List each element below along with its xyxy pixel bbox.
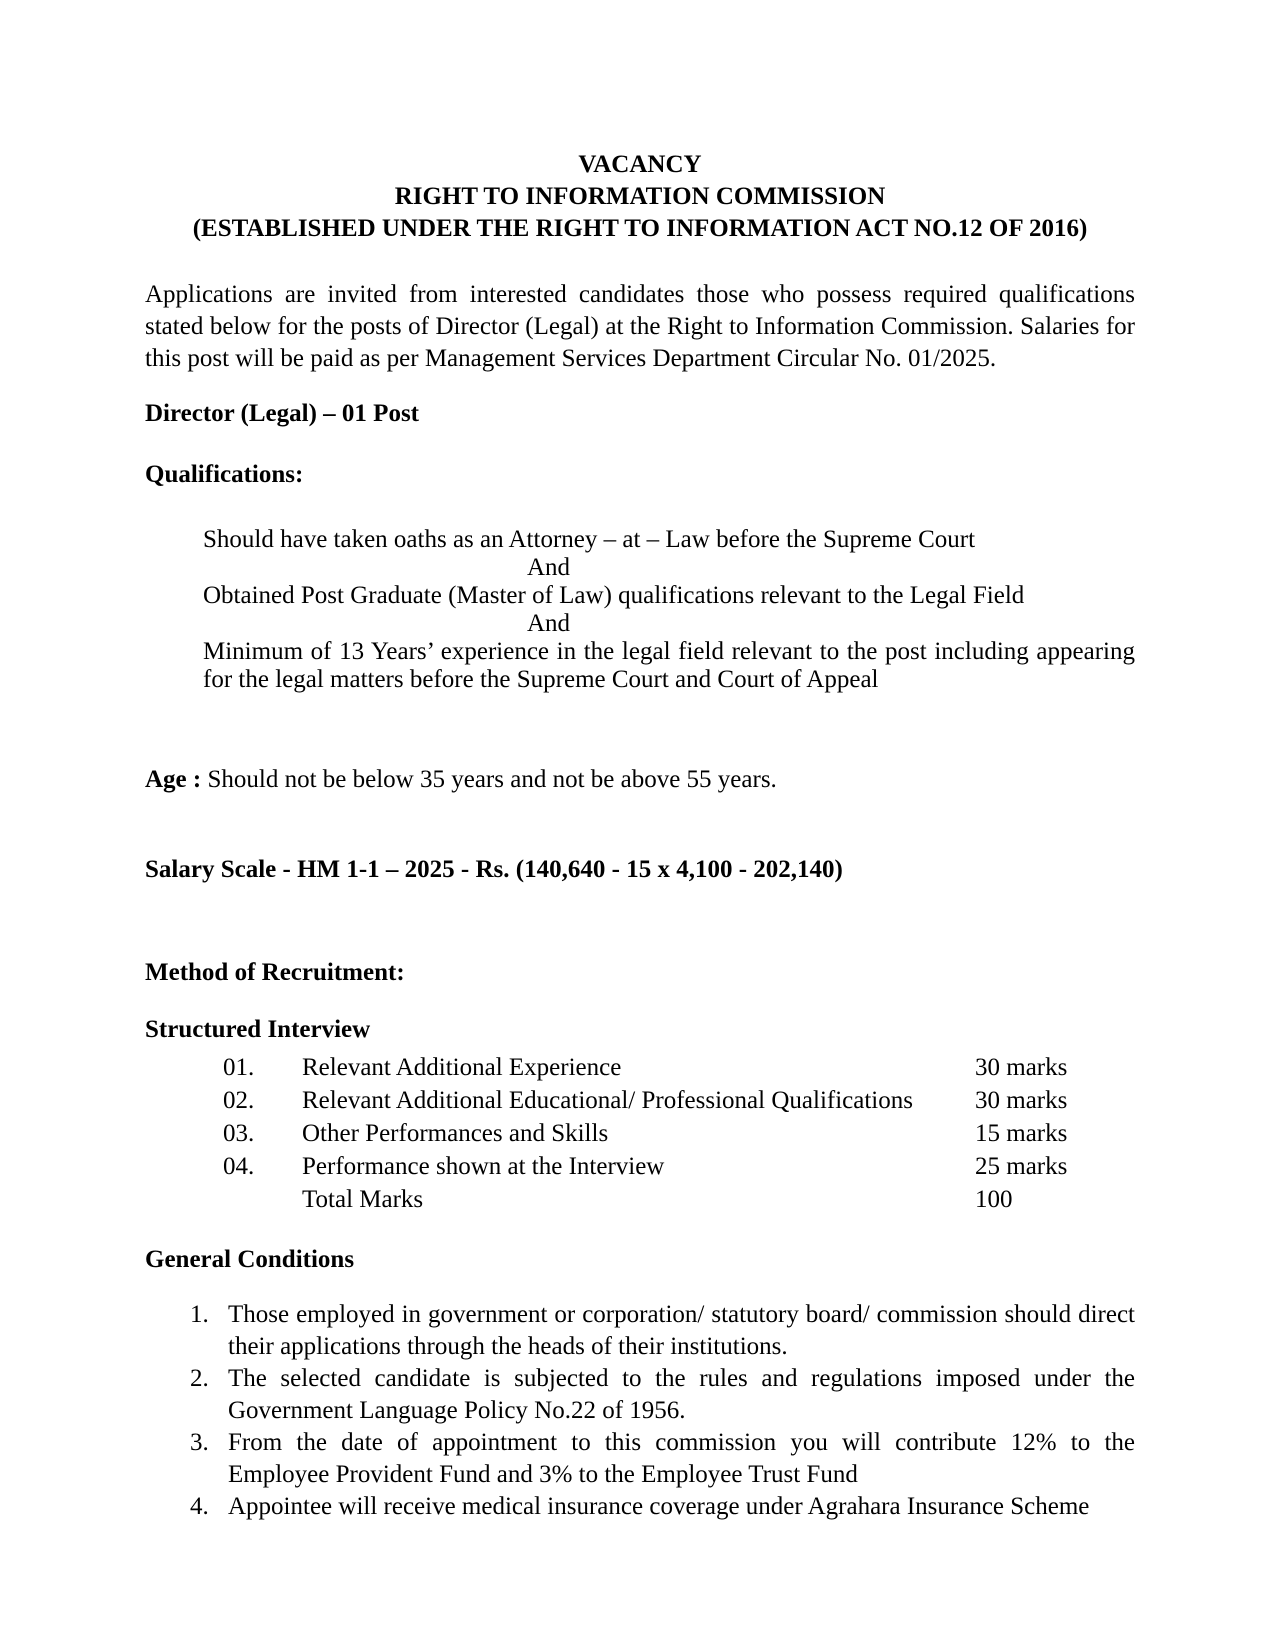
marks-row-number: 04.: [223, 1153, 255, 1180]
marks-row: [145, 1084, 1135, 1117]
doc-title-vacancy: VACANCY: [578, 151, 702, 178]
condition-number: 4.: [190, 1493, 209, 1520]
condition-text: Appointee will receive medical insurance coverage under Agrahara Insurance Scheme: [228, 1493, 1090, 1520]
general-condition-item: [145, 1491, 1135, 1523]
qualification-line: Obtained Post Graduate (Master of Law) qualifications relevant to the Legal Field: [203, 582, 1025, 609]
marks-row: [145, 1150, 1135, 1183]
marks-row-value: 25 marks: [975, 1153, 1068, 1180]
condition-text: Those employed in government or corporation/ statutory board/ commission should direct their applications through the heads of their institutions.: [228, 1301, 1135, 1360]
marks-table: [145, 1051, 1135, 1216]
marks-row: [145, 1117, 1135, 1150]
qualifications-block: [203, 526, 1135, 694]
doc-title-commission: RIGHT TO INFORMATION COMMISSION: [394, 183, 886, 210]
marks-row-number: 01.: [223, 1054, 255, 1081]
marks-total-row: [145, 1183, 1135, 1216]
age-text: Should not be below 35 years and not be above 55 years.: [207, 766, 777, 793]
post-heading: Director (Legal) – 01 Post: [145, 400, 419, 427]
condition-number: 1.: [190, 1301, 209, 1328]
marks-row: [145, 1051, 1135, 1084]
intro-paragraph: Applications are invited from interested candidates those who possess required qualifications stated below for the posts of Director (Legal) at the Right to Information Commission. Salaries for this post will be paid as per Management Services Department Circular No. 01/2025.: [145, 281, 1135, 372]
general-condition-item: [145, 1427, 1135, 1491]
marks-row-value: 30 marks: [975, 1087, 1068, 1114]
qualification-line: Should have taken oaths as an Attorney – at – Law before the Supreme Court: [203, 526, 976, 553]
condition-text: The selected candidate is subjected to the rules and regulations imposed under the Government Language Policy No.22 of 1956.: [228, 1365, 1135, 1424]
qualifications-heading: Qualifications:: [145, 461, 304, 488]
general-conditions-heading: General Conditions: [145, 1246, 355, 1273]
qualification-conjunction: And: [527, 610, 571, 637]
general-conditions-list: [145, 1299, 1135, 1523]
method-of-recruitment-heading: Method of Recruitment:: [145, 959, 405, 986]
marks-row-criteria: Relevant Additional Educational/ Professional Qualifications: [302, 1087, 913, 1114]
qualification-line: Minimum of 13 Years’ experience in the legal field relevant to the post including appearing for the legal matters before the Supreme Court and Court of Appeal: [203, 638, 1135, 693]
general-condition-item: [145, 1299, 1135, 1363]
document-header: [145, 149, 1135, 245]
condition-text: From the date of appointment to this commission you will contribute 12% to the Employee Provident Fund and 3% to the Employee Trust Fund: [228, 1429, 1135, 1488]
condition-number: 3.: [190, 1429, 209, 1456]
marks-row-criteria: Other Performances and Skills: [302, 1120, 609, 1147]
salary-scale-line: Salary Scale - HM 1-1 – 2025 - Rs. (140,640 - 15 x 4,100 - 202,140): [145, 856, 843, 883]
condition-number: 2.: [190, 1365, 209, 1392]
marks-row-criteria: Performance shown at the Interview: [302, 1153, 665, 1180]
marks-row-value: 15 marks: [975, 1120, 1068, 1147]
marks-row-criteria: Relevant Additional Experience: [302, 1054, 622, 1081]
marks-row-number: 02.: [223, 1087, 255, 1114]
marks-total-value: 100: [975, 1186, 1013, 1213]
general-condition-item: [145, 1363, 1135, 1427]
qualification-conjunction: And: [527, 554, 571, 581]
age-label: Age :: [145, 766, 202, 793]
age-line: [145, 764, 1135, 796]
marks-row-value: 30 marks: [975, 1054, 1068, 1081]
doc-title-act: (ESTABLISHED UNDER THE RIGHT TO INFORMATION ACT NO.12 OF 2016): [192, 215, 1088, 242]
structured-interview-heading: Structured Interview: [145, 1016, 371, 1043]
marks-row-number: 03.: [223, 1120, 255, 1147]
marks-total-label: Total Marks: [302, 1186, 424, 1213]
